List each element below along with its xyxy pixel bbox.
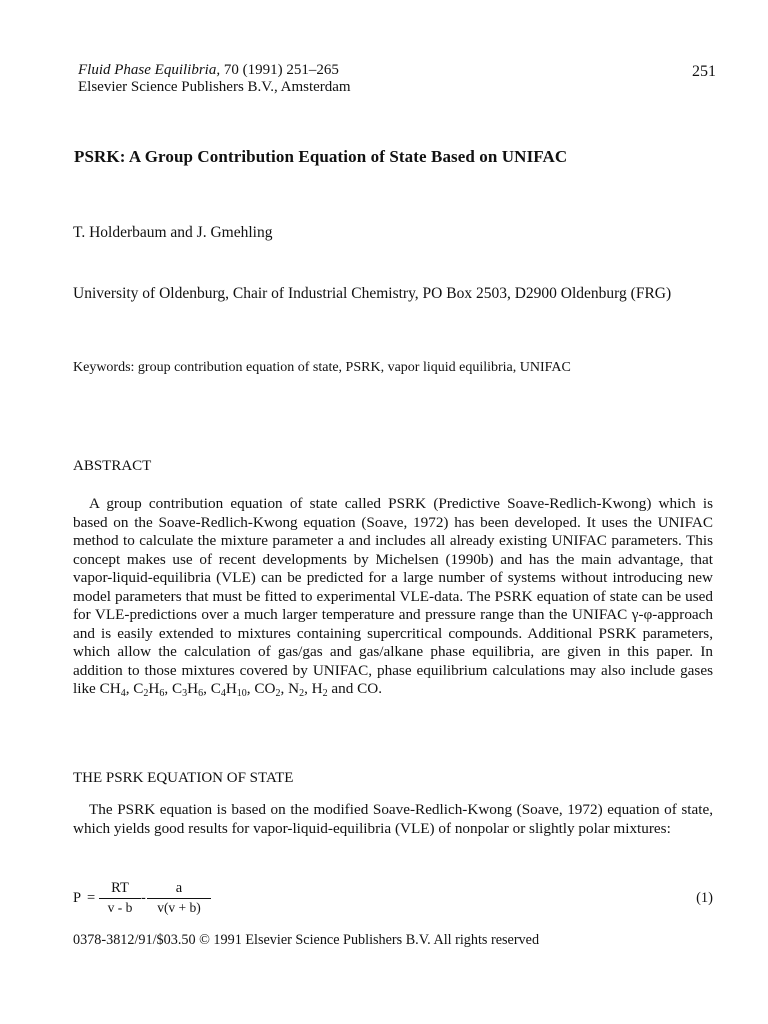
fraction-numerator: RT (99, 880, 141, 899)
section-heading: THE PSRK EQUATION OF STATE (73, 770, 294, 786)
formula-subscript: 4 (220, 688, 226, 699)
formula-text: CO (254, 680, 276, 697)
formula-subscript: 2 (299, 688, 305, 699)
formula-text: , (246, 680, 255, 697)
formula-subscript: 3 (182, 688, 188, 699)
formula-subscript: 6 (159, 688, 165, 699)
formula-subscript: 6 (198, 688, 204, 699)
chemical-formula (312, 680, 382, 697)
chemical-formula (254, 680, 288, 697)
formula-text: , (125, 680, 134, 697)
fraction-a-over-vvb (147, 880, 211, 916)
formula-text: N (288, 680, 300, 697)
formula-text: C (171, 680, 183, 697)
formula-text: , (164, 680, 172, 697)
chemical-formula (172, 680, 211, 697)
abstract-heading: ABSTRACT (73, 458, 152, 474)
section-text: The PSRK equation is based on the modified Soave-Redlich-Kwong (Soave, 1972) equation of state, which yields good results for vapor-liquid-equilibria (VLE) of nonpolar or slightly polar mixtures: (73, 801, 713, 837)
abstract-paragraph (73, 495, 713, 699)
copyright-footer: 0378-3812/91/$03.50 © 1991 Elsevier Science Publishers B.V. All rights reserved (73, 932, 540, 948)
formula-subscript: 2 (143, 688, 149, 699)
formula-subscript: 10 (236, 688, 247, 699)
fraction-rt-over-v-b (99, 880, 141, 916)
formula-subscript: 2 (275, 688, 281, 699)
formula-text: H (225, 680, 237, 697)
formula-text: C (133, 680, 144, 697)
formula-text: H (187, 680, 199, 697)
equation-equals: = (87, 890, 96, 906)
equation-minus: - (141, 890, 146, 906)
chemical-formula (133, 680, 172, 697)
formula-text: C (210, 680, 221, 697)
formula-text: , (304, 680, 312, 697)
gas-list (100, 680, 382, 697)
formula-text: , (203, 680, 211, 697)
paper-title: PSRK: A Group Contribution Equation of State Based on UNIFAC (74, 147, 568, 166)
formula-text: , (280, 680, 289, 697)
fraction-denominator: v - b (107, 900, 133, 915)
keywords: Keywords: group contribution equation of state, PSRK, vapor liquid equilibria, UNIFAC (73, 360, 571, 375)
publisher: Elsevier Science Publishers B.V., Amsterdam (78, 79, 351, 95)
journal-details: 70 (1991) 251–265 (220, 62, 339, 78)
equation-number: (1) (696, 890, 713, 906)
formula-subscript: 2 (322, 688, 328, 699)
formula-text: CH (99, 680, 121, 697)
formula-text: H (311, 680, 323, 697)
fraction-denominator: v(v + b) (157, 900, 201, 915)
formula-subscript: 4 (120, 688, 126, 699)
page-number: 251 (692, 63, 716, 80)
formula-text: H (148, 680, 160, 697)
fraction-numerator: a (147, 880, 211, 899)
journal-name: Fluid Phase Equilibria, (78, 62, 221, 78)
chemical-formula (211, 680, 255, 697)
chemical-formula (288, 680, 312, 697)
formula-text: and CO. (327, 680, 383, 697)
journal-citation (78, 62, 351, 96)
authors: T. Holderbaum and J. Gmehling (73, 224, 273, 241)
chemical-formula (100, 680, 134, 697)
section-paragraph (73, 801, 713, 838)
abstract-text: A group contribution equation of state called PSRK (Predictive Soave-Redlich-Kwong) which is based on the Soave-Redlich-Kwong equation (Soave, 1972) has been developed. It uses the UNIFAC method to calculate the mixture parameter a and includes all already existing UNIFAC parameters. This concept makes use of recent developments by Michelsen (1990b) and has the main advantage, that vapor-liquid-equilibria (VLE) can be predicted for a large number of systems without introducing new model parameters that must be fitted to experimental VLE-data. The PSRK equation of state can be used for VLE-predictions over a much larger temperature and pressure range than the UNIFAC γ-φ-approach and is easily extended to mixtures containing supercritical compounds. Additional PSRK parameters, which allow the calculation of gas/gas and gas/alkane phase equilibria, are given in this paper. In addition to those mixtures covered by UNIFAC, phase equilibrium calculations may also include gases like (73, 495, 713, 697)
affiliation: University of Oldenburg, Chair of Industrial Chemistry, PO Box 2503, D2900 Oldenburg (FRG) (73, 285, 672, 302)
equation-1 (73, 880, 713, 920)
equation-lhs: P (73, 890, 82, 906)
